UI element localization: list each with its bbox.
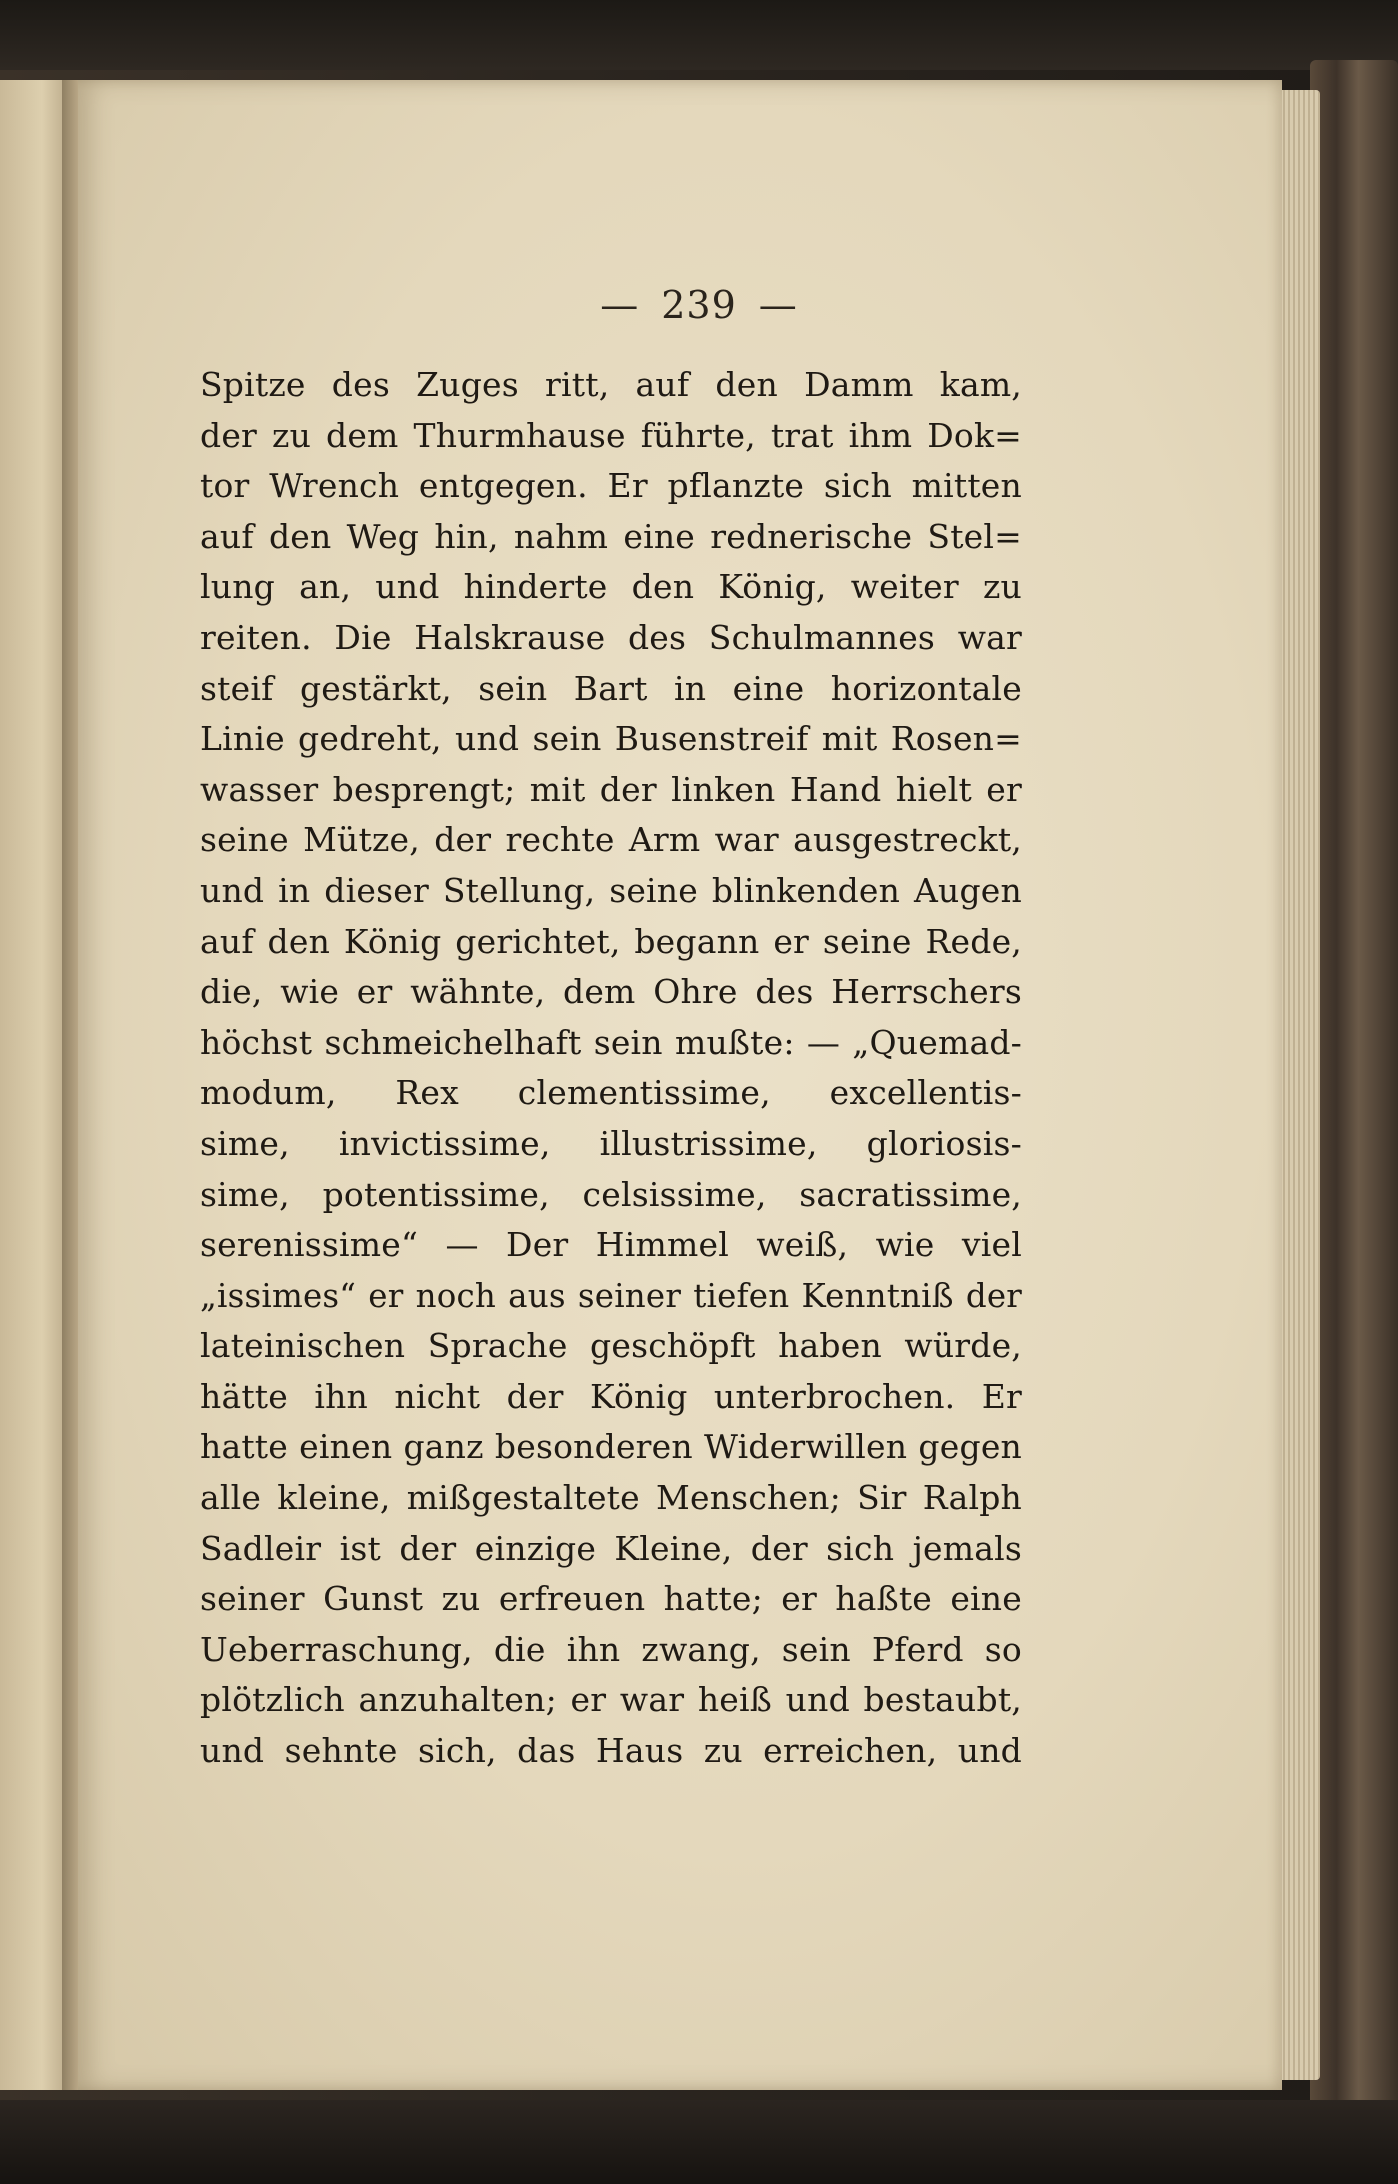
text-line: wasser besprengt; mit der linken Hand hielt er — [200, 769, 1022, 809]
text-line: seiner Gunst zu erfreuen hatte; er haßte eine — [200, 1579, 1022, 1619]
text-line: modum, Rex clementissime, excellentis- — [200, 1073, 1022, 1113]
page-number-header — [0, 283, 1398, 327]
text-line: und in dieser Stellung, seine blinkenden Augen — [200, 870, 1022, 910]
text-line: der zu dem Thurmhause führte, trat ihm Dok= — [200, 415, 1022, 455]
text-line: Ueberraschung, die ihn zwang, sein Pferd so — [200, 1629, 1022, 1669]
text-line: reiten. Die Halskrause des Schulmannes war — [200, 617, 1022, 657]
text-line: hätte ihn nicht der König unterbrochen. Er — [200, 1376, 1022, 1416]
text-line: alle kleine, mißgestaltete Menschen; Sir Ralph — [200, 1478, 1022, 1518]
text-line: sime, invictissime, illustrissime, gloriosis- — [200, 1123, 1022, 1163]
text-line: sime, potentissime, celsissime, sacratissime, — [200, 1174, 1022, 1214]
text-line: höchst schmeichelhaft sein mußte: — „Quemad- — [200, 1022, 1022, 1062]
header-dash-right: — — [758, 283, 798, 327]
text-line: Linie gedreht, und sein Busenstreif mit Rosen= — [200, 719, 1022, 759]
text-line: die, wie er wähnte, dem Ohre des Herrschers — [200, 972, 1022, 1012]
text-line: auf den Weg hin, nahm eine rednerische Stel= — [200, 516, 1022, 556]
header-dash-left: — — [600, 283, 640, 327]
text-line: steif gestärkt, sein Bart in eine horizontale — [200, 668, 1022, 708]
cover-top-edge — [0, 0, 1398, 70]
page-number: 239 — [661, 283, 737, 327]
text-line: serenissime“ — Der Himmel weiß, wie viel — [200, 1225, 1022, 1265]
text-line: und sehnte sich, das Haus zu erreichen, und — [200, 1731, 1022, 1771]
text-line: auf den König gerichtet, begann er seine Rede, — [200, 921, 1022, 961]
text-line: tor Wrench entgegen. Er pflanzte sich mitten — [200, 466, 1022, 506]
page-gutter — [62, 80, 78, 2090]
text-line: Spitze des Zuges ritt, auf den Damm kam, — [200, 365, 1022, 404]
cover-bottom-edge — [0, 2100, 1398, 2184]
text-line: lateinischen Sprache geschöpft haben würde, — [200, 1326, 1022, 1366]
text-line: seine Mütze, der rechte Arm war ausgestreckt, — [200, 820, 1022, 860]
facing-page-edge — [0, 80, 70, 2090]
text-line: lung an, und hinderte den König, weiter zu — [200, 567, 1022, 607]
text-line: Sadleir ist der einzige Kleine, der sich jemals — [200, 1528, 1022, 1568]
cover-right-edge — [1310, 60, 1398, 2120]
text-line: hatte einen ganz besonderen Widerwillen gegen — [200, 1427, 1022, 1467]
text-line: „issimes“ er noch aus seiner tiefen Kenntniß der — [200, 1276, 1022, 1315]
text-line: plötzlich anzuhalten; er war heiß und bestaubt, — [200, 1680, 1022, 1720]
body-text — [200, 360, 1022, 1777]
